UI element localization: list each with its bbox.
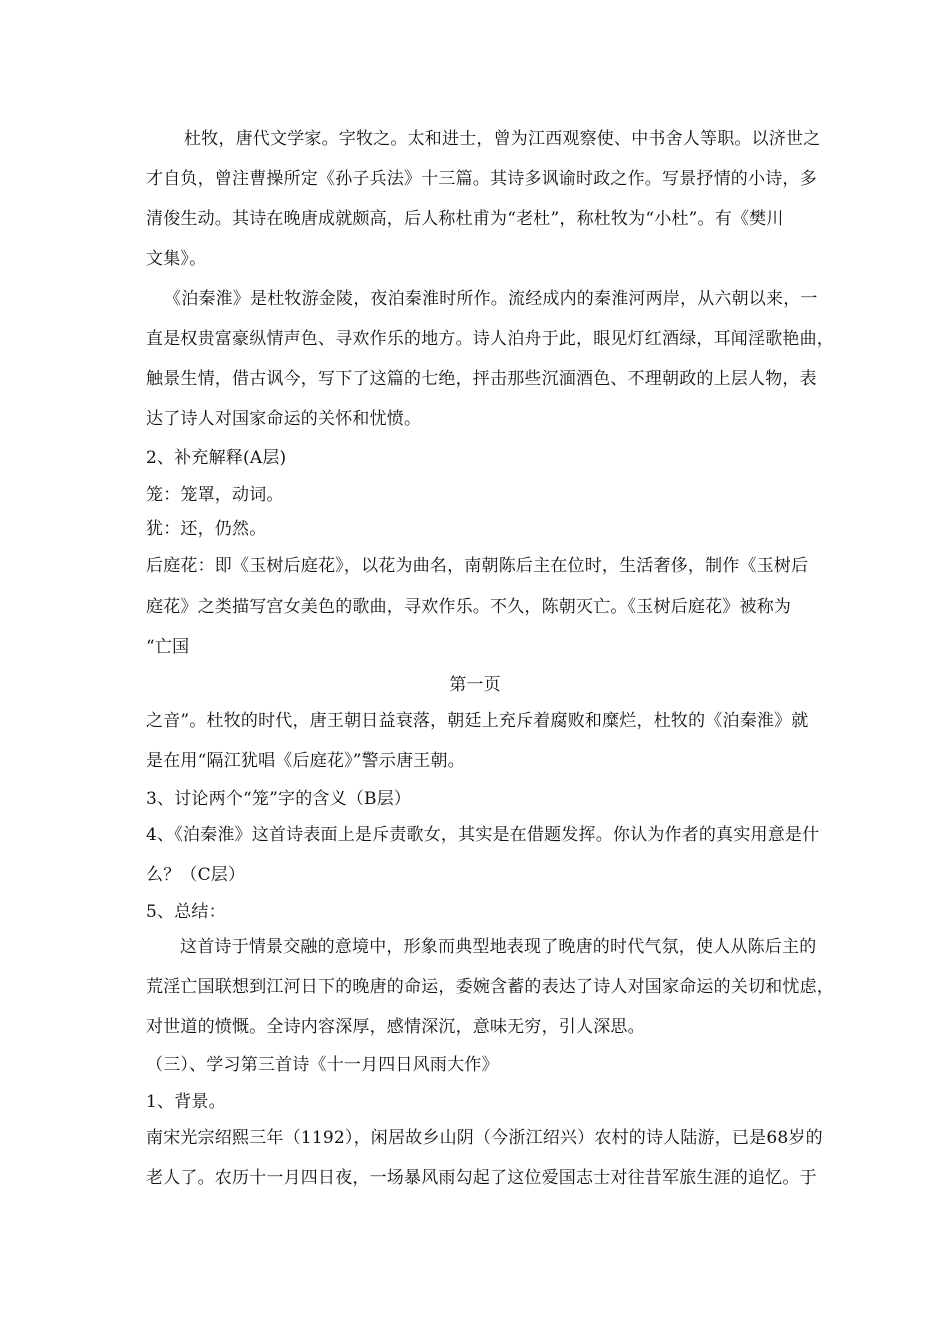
houtinghua-line-1: 后庭花：即《玉树后庭花》，以花为曲名，南朝陈后主在位时，生活奢侈，制作《玉树后 — [146, 556, 809, 576]
question-4-line-2: 么？（C层） — [146, 865, 246, 885]
background-line-2: 直是权贵富豪纵情声色、寻欢作乐的地方。诗人泊舟于此，眼见灯红酒绿，耳闻淫歌艳曲， — [146, 329, 834, 349]
continuation-line-1: 之音”。杜牧的时代，唐王朝日益衰落，朝廷上充斥着腐败和糜烂，杜牧的《泊秦淮》就 — [146, 711, 809, 731]
question-4-line-1: 4、《泊秦淮》这首诗表面上是斥责歌女，其实是在借题发挥。你认为作者的真实用意是什 — [146, 825, 820, 845]
bio-line-3: 清俊生动。其诗在晚唐成就颇高，后人称杜甫为“老杜”，称杜牧为“小杜”。有《樊川 — [146, 209, 784, 229]
background-heading: 1、背景。 — [146, 1092, 226, 1112]
bio-line-2: 才自负，曾注曹操所定《孙子兵法》十三篇。其诗多讽谕时政之作。写景抒情的小诗，多 — [146, 169, 817, 189]
summary-line-1: 这首诗于情景交融的意境中，形象而典型地表现了晚唐的时代气氛，使人从陈后主的 — [180, 937, 817, 957]
background-line-1: 《泊秦淮》是杜牧游金陵，夜泊秦淮时所作。流经成内的秦淮河两岸，从六朝以来，一 — [164, 289, 818, 309]
bio-line-1: 杜牧，唐代文学家。字牧之。太和进士，曾为江西观察使、中书舍人等职。以济世之 — [184, 129, 821, 149]
supplement-heading: 2、补充解释(A层) — [146, 448, 287, 468]
luyou-line-1: 南宋光宗绍熙三年（1192），闲居故乡山阴（今浙江绍兴）农村的诗人陆游，已是68岁的 — [146, 1128, 823, 1148]
summary-line-2: 荒淫亡国联想到江河日下的晚唐的命运，委婉含蓄的表达了诗人对国家命运的关切和忧虑， — [146, 977, 834, 997]
background-line-4: 达了诗人对国家命运的关怀和忧愤。 — [146, 409, 422, 429]
term-still: 犹：还，仍然。 — [146, 519, 267, 539]
houtinghua-line-3: “亡国 — [146, 637, 190, 657]
page-footer: 第一页 — [449, 675, 501, 695]
summary-line-3: 对世道的愤慨。全诗内容深厚，感情深沉，意味无穷，引人深思。 — [146, 1017, 645, 1037]
houtinghua-line-2: 庭花》之类描写宫女美色的歌曲，寻欢作乐。不久，陈朝灭亡。《玉树后庭花》被称为 — [146, 597, 792, 617]
section-3-heading: （三）、学习第三首诗《十一月四日风雨大作》 — [146, 1055, 499, 1075]
background-line-3: 触景生情，借古讽今，写下了这篇的七绝，抨击那些沉湎酒色、不理朝政的上层人物，表 — [146, 369, 817, 389]
question-5: 5、总结： — [146, 902, 226, 922]
question-3: 3、讨论两个“笼”字的含义（B层） — [146, 789, 412, 809]
continuation-line-2: 是在用“隔江犹唱《后庭花》”警示唐王朝。 — [146, 751, 465, 771]
luyou-line-2: 老人了。农历十一月四日夜，一场暴风雨勾起了这位爱国志士对往昔军旅生涯的追忆。于 — [146, 1168, 817, 1188]
term-long: 笼：笼罩，动词。 — [146, 485, 284, 505]
bio-line-4: 文集》。 — [146, 249, 207, 269]
